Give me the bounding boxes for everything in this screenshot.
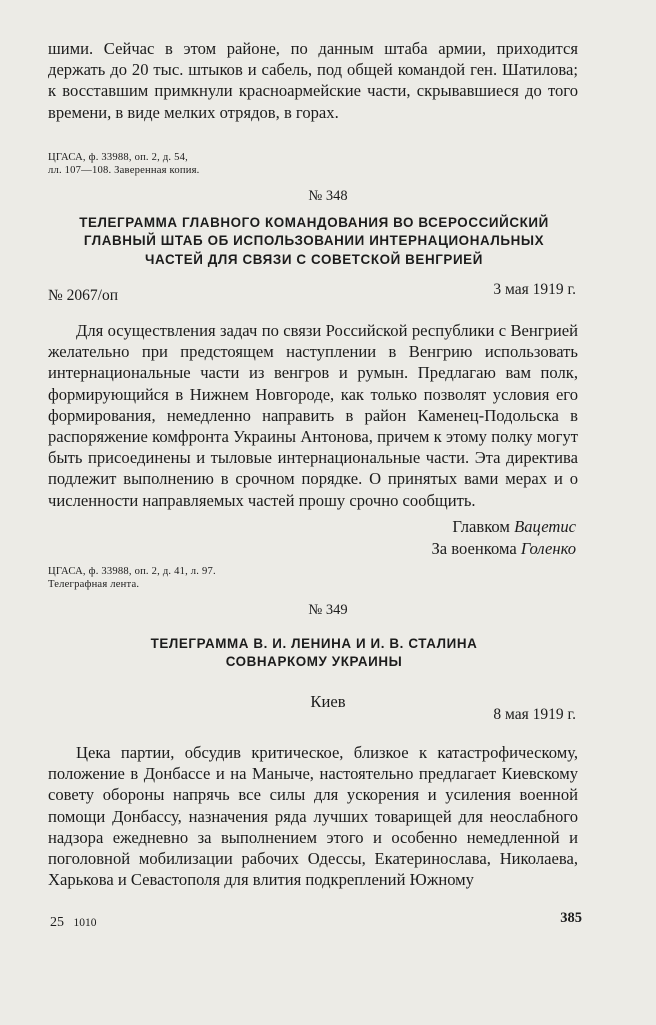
archive-source [48, 566, 216, 591]
page-number: 385 [560, 910, 582, 926]
archive-source-line: ЦГАСА, ф. 33988, оп. 2, д. 54, [48, 152, 188, 163]
document-number: № 348 [308, 188, 348, 204]
title-line: ТЕЛЕГРАММА ГЛАВНОГО КОМАНДОВАНИЯ ВО ВСЕРОССИЙСКИЙ [79, 215, 549, 230]
archive-source-line: лл. 107—108. Заверенная копия. [48, 164, 200, 176]
signature-name: Вацетис [514, 517, 576, 536]
telegram-body: Для осуществления задач по связи Российской республики с Венгрией желательно при предстоящем наступлении в Венгрию использовать интернациональные части из венгров и румын. Предлагаю вам полк, формирующийся в Нижнем Новгороде, как только позволят условия его формирования, немедленно направить в район Каменец-Подольска в распоряжение комфронта Украины Антонова, причем к этому полку могут быть присоединены и тыловые интернациональные части. Эта директива подлежит выполнению в срочном порядке. О принятых вами мерах и о численности направляемых частей прошу срочно сообщить. [48, 321, 578, 510]
signature-role: Главком [452, 517, 510, 536]
archive-source-line: Телеграфная лента. [48, 578, 140, 590]
document-reference: № 2067/оп [48, 287, 119, 304]
document-title [40, 214, 588, 269]
telegram-body: Цека партии, обсудив критическое, близкое к катастрофическому, положение в Донбассе и на Маныче, настоятельно предлагает Киевскому совету обороны напрячь все силы для ускорения и усиления военной помощи Донбассу, назначения ряда лучших товарищей для неослабного надзора ежедневно за выполнением этого и особенно немедленной и поголовной мобилизации рабочих Одессы, Екатеринослава, Николаева, Харькова и Севастополя для влития подкреплений Южному [48, 743, 578, 890]
document-place: Киев [310, 692, 346, 711]
document-date: 3 мая 1919 г. [493, 281, 576, 298]
title-line: ЧАСТЕЙ ДЛЯ СВЯЗИ С СОВЕТСКОЙ ВЕНГРИЕЙ [145, 251, 483, 267]
title-line: ТЕЛЕГРАММА В. И. ЛЕНИНА И И. В. СТАЛИНА [150, 636, 478, 651]
signature-line [431, 516, 576, 538]
signature-block [431, 516, 576, 560]
signature-line [431, 538, 576, 560]
document-number: № 349 [308, 602, 348, 618]
title-line: ГЛАВНЫЙ ШТАБ ОБ ИСПОЛЬЗОВАНИИ ИНТЕРНАЦИОНАЛЬНЫХ [83, 233, 545, 249]
signature-mark [50, 915, 97, 931]
document-date: 8 мая 1919 г. [493, 706, 576, 723]
document-title [40, 635, 588, 672]
signature-role: За военкома [431, 539, 517, 558]
signature-name: Голенко [520, 539, 576, 558]
title-line: СОВНАРКОМУ УКРАИНЫ [225, 654, 403, 670]
archive-source [48, 152, 200, 177]
archive-source-line: ЦГАСА, ф. 33988, оп. 2, д. 41, л. 97. [48, 566, 216, 577]
signature-mark-number: 25 [50, 915, 64, 930]
print-code: 1010 [73, 917, 97, 929]
continued-paragraph: шими. Сейчас в этом районе, по данным штаба армии, приходится держать до 20 тыс. штыков и сабель, под общей командой ген. Шатилова; к восставшим примкнули красноармейские части, скрывавшиеся до того времени, в виде мелких отрядов, в горах. [48, 39, 578, 122]
